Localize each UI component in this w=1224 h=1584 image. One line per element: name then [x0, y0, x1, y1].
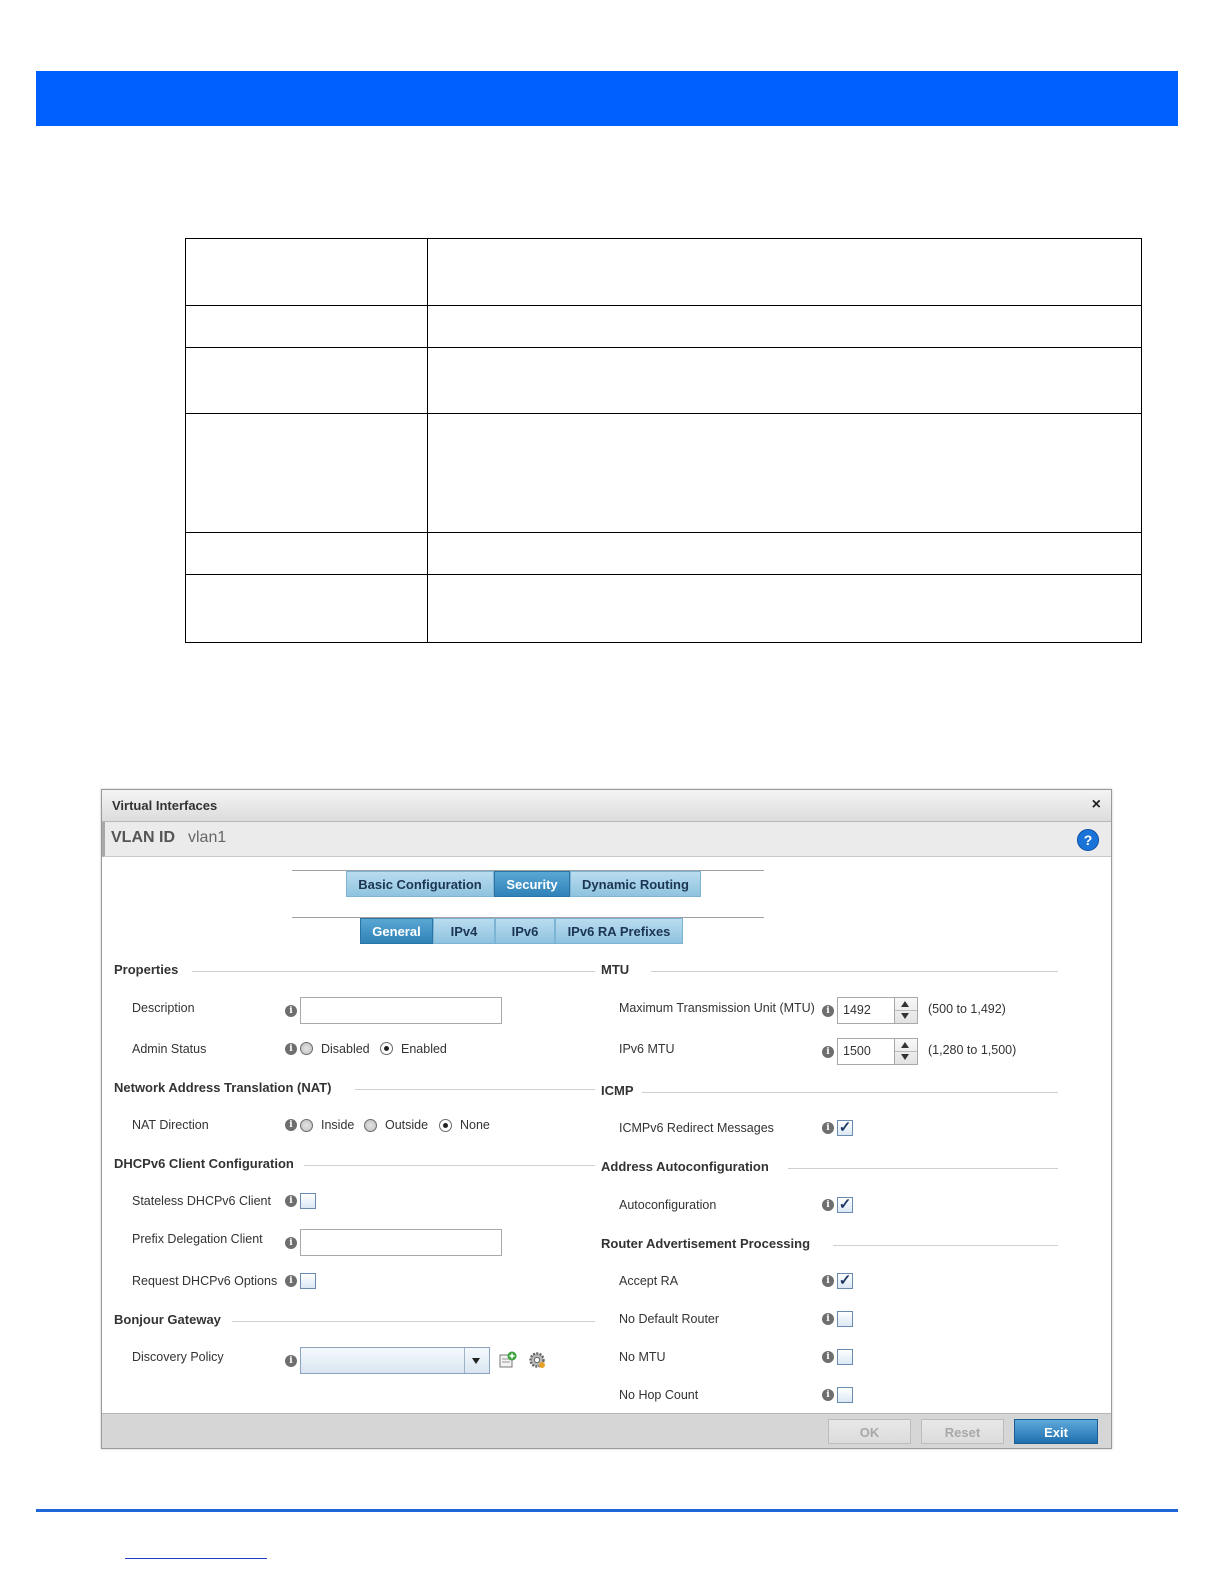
accept-ra-label: Accept RA	[619, 1274, 679, 1288]
accept-ra-checkbox[interactable]: ✓	[838, 1272, 852, 1289]
table-row	[186, 414, 1142, 533]
tab-security[interactable]: Security	[494, 871, 570, 897]
info-icon[interactable]: i	[822, 1313, 834, 1325]
info-icon[interactable]: i	[822, 1351, 834, 1363]
table-row	[186, 533, 1142, 575]
discovery-policy-select[interactable]	[300, 1347, 490, 1374]
stepper-arrows[interactable]	[894, 1039, 917, 1064]
vlan-header	[102, 822, 1111, 857]
gear-icon[interactable]	[528, 1351, 546, 1369]
nat-inside-radio[interactable]	[300, 1119, 313, 1132]
close-icon[interactable]: ×	[1091, 796, 1101, 813]
arrow-up-icon[interactable]	[901, 1042, 909, 1048]
mtu-value: 1492	[843, 1003, 871, 1017]
section-rule	[833, 1245, 1058, 1246]
stateless-dhcpv6-checkbox[interactable]	[300, 1193, 316, 1209]
router-advertisement-heading: Router Advertisement Processing	[601, 1236, 811, 1251]
dialog-title: Virtual Interfaces	[112, 798, 218, 813]
tab-ipv4[interactable]: IPv4	[433, 918, 495, 944]
arrow-up-icon[interactable]	[901, 1001, 909, 1007]
admin-enabled-label: Enabled	[401, 1042, 447, 1056]
no-mtu-label: No MTU	[619, 1350, 666, 1364]
section-rule	[788, 1168, 1058, 1169]
no-hop-count-label: No Hop Count	[619, 1388, 699, 1402]
info-icon[interactable]: i	[822, 1199, 834, 1211]
info-icon[interactable]: i	[822, 1389, 834, 1401]
icmpv6-redirect-checkbox[interactable]: ✓	[838, 1119, 852, 1136]
properties-heading: Properties	[114, 962, 179, 977]
arrow-down-icon[interactable]	[901, 1013, 909, 1019]
nat-heading: Network Address Translation (NAT)	[114, 1080, 332, 1095]
section-rule	[232, 1321, 595, 1322]
table-row	[186, 348, 1142, 414]
info-icon[interactable]: i	[822, 1046, 834, 1058]
info-icon[interactable]: i	[285, 1043, 297, 1055]
table-row	[186, 239, 1142, 306]
nat-outside-radio[interactable]	[364, 1119, 377, 1132]
parameter-table	[185, 238, 1142, 643]
no-hop-count-checkbox[interactable]	[837, 1387, 853, 1403]
footer-rule	[36, 1509, 1178, 1512]
footer-link-underline[interactable]	[125, 1558, 267, 1559]
no-default-router-checkbox[interactable]	[837, 1311, 853, 1327]
request-dhcpv6-checkbox[interactable]	[300, 1273, 316, 1289]
nat-direction-label: NAT Direction	[132, 1118, 209, 1132]
admin-disabled-radio[interactable]	[300, 1042, 313, 1055]
bonjour-heading: Bonjour Gateway	[114, 1312, 221, 1327]
reset-button[interactable]: Reset	[921, 1419, 1004, 1444]
ipv6-mtu-label: IPv6 MTU	[619, 1042, 675, 1056]
prefix-delegation-input[interactable]	[300, 1229, 502, 1256]
table-row	[186, 306, 1142, 348]
description-input[interactable]	[300, 997, 502, 1024]
section-rule	[355, 1089, 595, 1090]
autoconfig-heading: Address Autoconfiguration	[601, 1159, 769, 1174]
mtu-range: (500 to 1,492)	[928, 1002, 1006, 1016]
tab-basic-configuration[interactable]: Basic Configuration	[346, 871, 494, 897]
vlan-id-value: vlan1	[188, 829, 227, 846]
no-mtu-checkbox[interactable]	[837, 1349, 853, 1365]
icmp-heading: ICMP	[601, 1083, 634, 1098]
section-rule	[304, 1165, 595, 1166]
mtu-heading: MTU	[601, 962, 630, 977]
tab-general[interactable]: General	[360, 918, 433, 944]
info-icon[interactable]: i	[285, 1119, 297, 1131]
description-label: Description	[132, 1001, 195, 1015]
info-icon[interactable]: i	[285, 1275, 297, 1287]
discovery-policy-label: Discovery Policy	[132, 1350, 224, 1364]
nat-outside-label: Outside	[385, 1118, 429, 1132]
mtu-stepper[interactable]	[837, 997, 918, 1024]
ipv6-mtu-stepper[interactable]	[837, 1038, 918, 1065]
info-icon[interactable]: i	[822, 1122, 834, 1134]
header-banner	[36, 71, 1178, 126]
section-rule	[651, 971, 1058, 972]
vlan-id-label: VLAN ID	[111, 829, 175, 846]
mtu-label: Maximum Transmission Unit (MTU)	[619, 1001, 815, 1015]
stateless-dhcpv6-label: Stateless DHCPv6 Client	[132, 1194, 271, 1208]
section-rule	[642, 1092, 1058, 1093]
info-icon[interactable]: i	[822, 1275, 834, 1287]
dialog-title-bar	[102, 790, 1111, 822]
admin-disabled-label: Disabled	[321, 1042, 370, 1056]
section-rule	[192, 971, 595, 972]
prefix-delegation-label: Prefix Delegation Client	[132, 1232, 263, 1246]
help-icon[interactable]: ?	[1077, 829, 1099, 851]
tab-ipv6[interactable]: IPv6	[495, 918, 555, 944]
no-default-router-label: No Default Router	[619, 1312, 720, 1326]
info-icon[interactable]: i	[822, 1005, 834, 1017]
nat-none-label: None	[460, 1118, 490, 1132]
autoconfiguration-checkbox[interactable]: ✓	[838, 1196, 852, 1213]
tab-dynamic-routing[interactable]: Dynamic Routing	[570, 871, 701, 897]
virtual-interfaces-dialog	[101, 789, 1112, 1449]
stepper-arrows[interactable]	[894, 998, 917, 1023]
request-dhcpv6-label: Request DHCPv6 Options	[132, 1274, 278, 1288]
info-icon[interactable]: i	[285, 1355, 297, 1367]
exit-button[interactable]: Exit	[1014, 1419, 1098, 1444]
dhcpv6-heading: DHCPv6 Client Configuration	[114, 1156, 294, 1171]
dialog-button-bar	[102, 1413, 1111, 1448]
tab-ipv6-ra-prefixes[interactable]: IPv6 RA Prefixes	[555, 918, 683, 944]
arrow-down-icon[interactable]	[901, 1054, 909, 1060]
nat-none-radio[interactable]	[439, 1119, 452, 1132]
create-icon[interactable]	[499, 1351, 517, 1369]
ok-button[interactable]: OK	[828, 1419, 911, 1444]
ipv6-mtu-range: (1,280 to 1,500)	[928, 1043, 1017, 1057]
info-icon[interactable]: i	[285, 1005, 297, 1017]
table-row	[186, 575, 1142, 643]
info-icon[interactable]: i	[285, 1237, 297, 1249]
chevron-down-icon[interactable]	[464, 1348, 489, 1373]
autoconfiguration-label: Autoconfiguration	[619, 1198, 717, 1212]
nat-inside-label: Inside	[321, 1118, 355, 1132]
admin-enabled-radio[interactable]	[380, 1042, 393, 1055]
ipv6-mtu-value: 1500	[843, 1044, 871, 1058]
info-icon[interactable]: i	[285, 1195, 297, 1207]
admin-status-label: Admin Status	[132, 1042, 207, 1056]
icmpv6-redirect-label: ICMPv6 Redirect Messages	[619, 1121, 774, 1135]
